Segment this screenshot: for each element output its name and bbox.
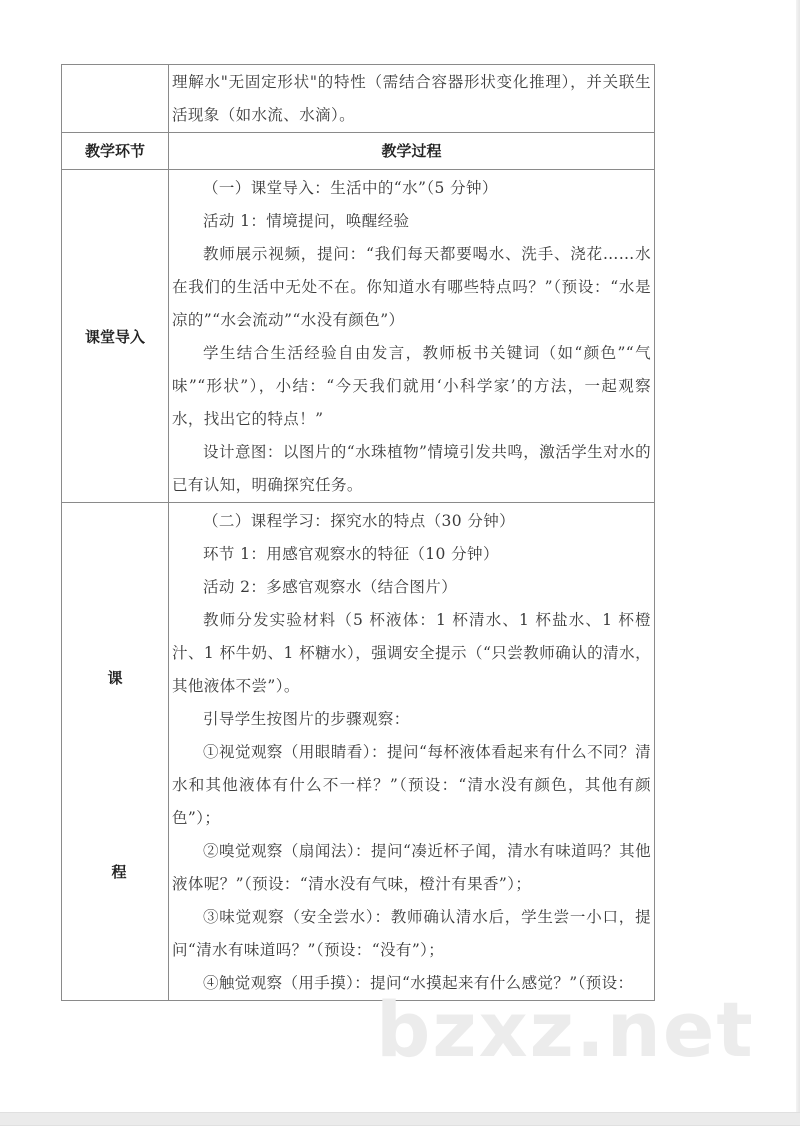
page-separator — [0, 1112, 800, 1126]
paragraph: 教师展示视频，提问：“我们每天都要喝水、洗手、浇花……水在我们的生活中无处不在。你知道水有哪些特点吗？”（预设：“水是凉的”“水会流动”“水没有颜色”） — [172, 245, 651, 329]
section-intro-content — [169, 170, 655, 503]
paragraph: 教师分发实验材料（5 杯液体：1 杯清水、1 杯盐水、1 杯橙汁、1 杯牛奶、1 杯糖水），强调安全提示（“只尝教师确认的清水，其他液体不尝”）。 — [172, 611, 651, 695]
section-course-content — [169, 503, 655, 1001]
paragraph: 活动 1：情境提问，唤醒经验 — [203, 212, 410, 230]
header-process: 教学过程 — [169, 133, 655, 170]
paragraph: 环节 1：用感官观察水的特征（10 分钟） — [203, 545, 499, 563]
paragraph: （一）课堂导入：生活中的“水”（5 分钟） — [203, 179, 498, 197]
continued-row-right-cell — [169, 65, 655, 133]
continued-text: 理解水"无固定形状"的特性（需结合容器形状变化推理），并关联生活现象（如水流、水滴）。 — [172, 73, 651, 124]
lesson-plan-table — [61, 64, 655, 1001]
section-row-intro — [62, 170, 655, 503]
stage-label-course-bottom: 程 — [111, 863, 127, 881]
paragraph: 引导学生按图片的步骤观察： — [203, 710, 410, 728]
table-header-row — [62, 133, 655, 170]
paragraph: （二）课程学习：探究水的特点（30 分钟） — [203, 512, 516, 530]
stage-label-course-top: 课 — [107, 669, 123, 687]
page-edge — [796, 0, 800, 1124]
paragraph: ④触觉观察（用手摸）：提问“水摸起来有什么感觉？”（预设： — [203, 974, 634, 992]
paragraph: ②嗅觉观察（扇闻法）：提问“凑近杯子闻，清水有味道吗？其他液体呢？”（预设：“清水没有气味，橙汁有果香”）； — [172, 842, 651, 893]
stage-label-intro — [62, 170, 169, 503]
continued-row — [62, 65, 655, 133]
watermark: bzxz.net — [376, 985, 755, 1074]
stage-label-intro-text: 课堂导入 — [84, 327, 145, 346]
stage-label-course — [62, 503, 169, 1001]
continued-row-left-cell — [62, 65, 169, 133]
paragraph: 设计意图：以图片的“水珠植物”情境引发共鸣，激活学生对水的已有认知，明确探究任务。 — [172, 443, 651, 494]
paragraph: 学生结合生活经验自由发言，教师板书关键词（如“颜色”“气味”“形状”），小结：“今天我们就用‘小科学家’的方法，一起观察水，找出它的特点！” — [172, 344, 651, 428]
paragraph: 活动 2：多感官观察水（结合图片） — [203, 578, 458, 596]
section-row-course — [62, 503, 655, 1001]
header-stage: 教学环节 — [62, 133, 169, 170]
paragraph: ①视觉观察（用眼睛看）：提问“每杯液体看起来有什么不同？清水和其他液体有什么不一样？”（预设：“清水没有颜色，其他有颜色”）； — [172, 743, 651, 827]
paragraph: ③味觉观察（安全尝水）：教师确认清水后，学生尝一小口，提问“清水有味道吗？”（预设：“没有”）； — [172, 908, 651, 959]
